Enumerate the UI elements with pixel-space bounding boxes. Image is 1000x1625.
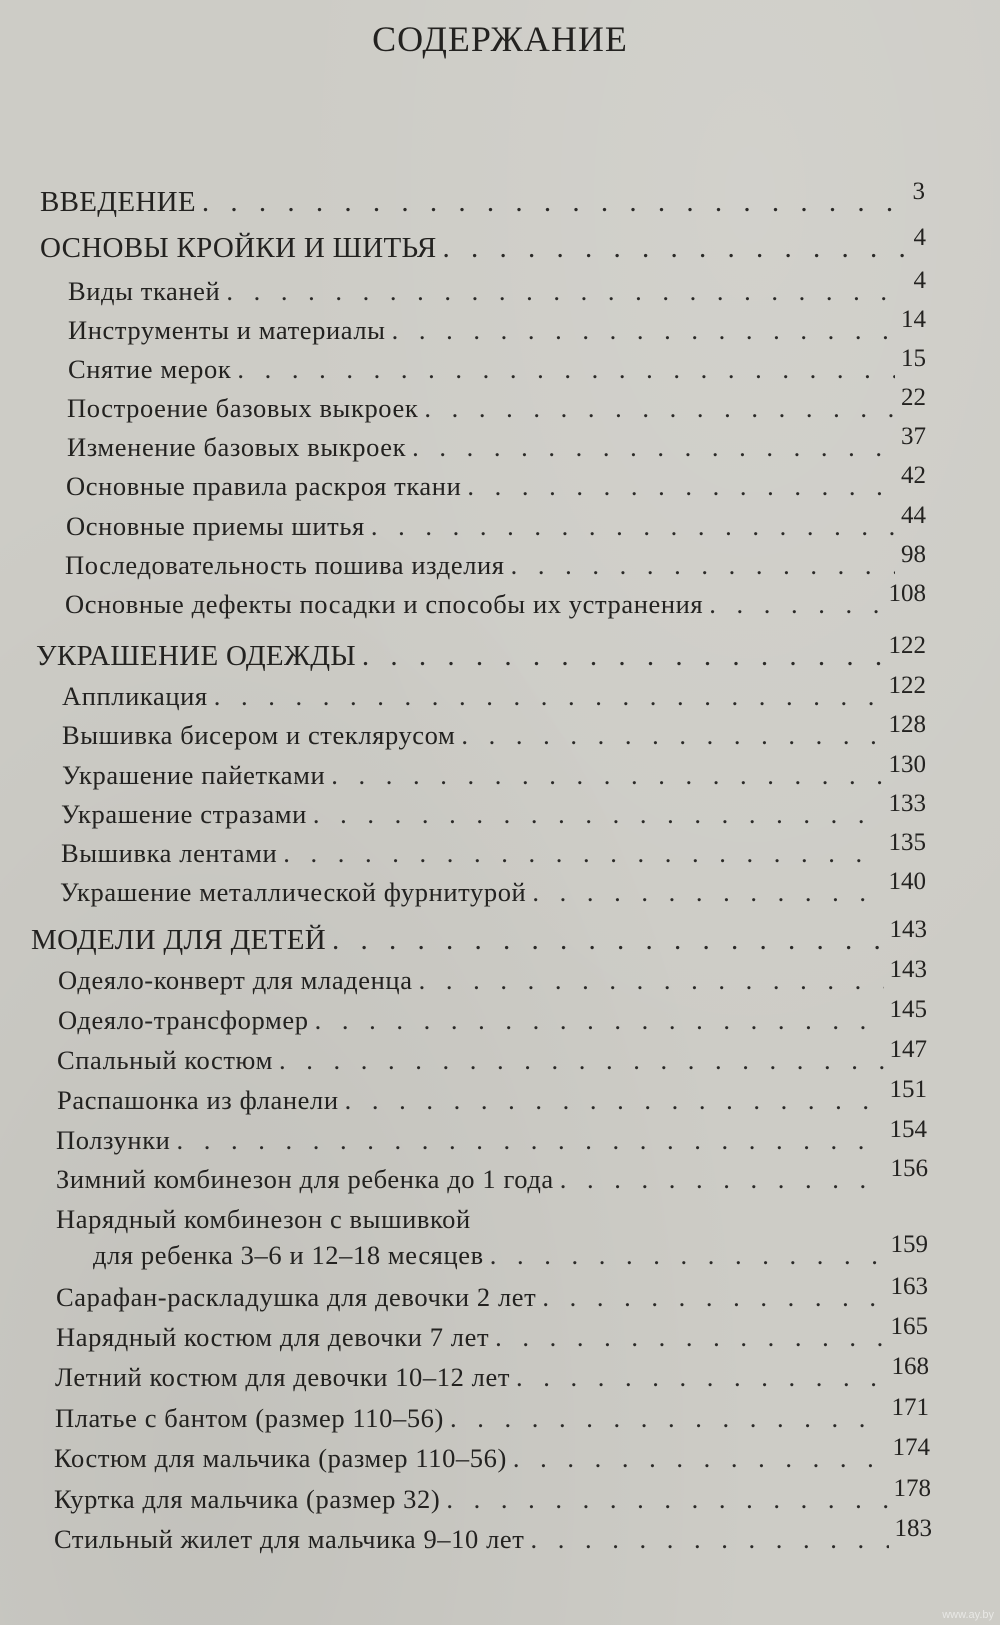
toc-item <box>57 1036 927 1076</box>
toc-label: Виды тканей <box>68 276 221 306</box>
toc-page-number: 145 <box>889 996 927 1023</box>
toc-page-number: 4 <box>913 267 926 294</box>
toc-label: Платье с бантом (размер 110–56) <box>55 1403 444 1433</box>
toc-label: Спальный костюм <box>57 1045 273 1075</box>
toc-item-continuation <box>93 1231 928 1271</box>
toc-leader-dots <box>419 965 884 996</box>
toc-item <box>67 423 926 463</box>
toc-section <box>40 178 925 219</box>
toc-leader-dots <box>279 1045 884 1076</box>
toc-label: Украшение пайетками <box>62 760 326 790</box>
toc-section <box>36 632 926 673</box>
toc-label: Одеяло-трансформер <box>58 1005 309 1035</box>
toc-label: Украшение металлической фурнитурой <box>60 877 527 907</box>
toc-leader-dots <box>392 315 895 346</box>
toc-label: Распашонка из фланели <box>57 1085 339 1115</box>
toc-page-number: 174 <box>892 1434 930 1461</box>
toc-item <box>67 384 926 424</box>
toc-item <box>55 1394 929 1434</box>
toc-page-number: 44 <box>901 502 926 529</box>
toc-label: Сарафан-раскладушка для девочки 2 лет <box>56 1282 537 1312</box>
toc-item <box>58 996 927 1036</box>
toc-leader-dots <box>331 760 882 791</box>
toc-leader-dots <box>461 720 882 751</box>
toc-leader-dots <box>513 1443 887 1474</box>
toc-item <box>62 751 926 791</box>
toc-label: МОДЕЛИ ДЛЯ ДЕТЕЙ <box>31 924 326 956</box>
toc-item <box>54 1434 930 1474</box>
toc-item <box>61 829 926 869</box>
toc-item <box>61 790 926 830</box>
toc-item <box>56 1273 928 1313</box>
toc-item <box>65 580 926 620</box>
toc-page-number: 159 <box>890 1231 928 1258</box>
toc-leader-dots <box>412 432 895 463</box>
toc-item <box>68 306 926 346</box>
toc-item <box>66 462 926 502</box>
toc-page-number: 14 <box>901 306 926 333</box>
toc-page-number: 183 <box>894 1515 932 1542</box>
toc-label: Снятие мерок <box>68 354 232 384</box>
toc-item <box>58 956 927 996</box>
toc-page-number: 42 <box>901 462 926 489</box>
toc-leader-dots <box>542 1282 884 1313</box>
toc-label: Изменение базовых выкроек <box>67 432 407 462</box>
toc-label: Украшение стразами <box>61 799 307 829</box>
toc-label: Летний костюм для девочки 10–12 лет <box>55 1362 511 1392</box>
toc-label: Основные дефекты посадки и способы их устранения <box>65 589 704 619</box>
toc-label: Куртка для мальчика (размер 32) <box>54 1484 441 1514</box>
toc-label: УКРАШЕНИЕ ОДЕЖДЫ <box>36 640 356 672</box>
toc-page-number: 37 <box>901 423 926 450</box>
toc-page-number: 4 <box>913 224 926 251</box>
toc-item <box>66 502 926 542</box>
toc-section <box>40 224 926 265</box>
toc-page-number: 108 <box>888 580 926 607</box>
toc-leader-dots <box>450 1403 886 1434</box>
toc-leader-dots <box>332 924 884 957</box>
toc-label: Построение базовых выкроек <box>67 393 419 423</box>
toc-leader-dots <box>532 877 882 908</box>
toc-label: Аппликация <box>62 681 208 711</box>
toc-item <box>68 345 926 385</box>
toc-leader-dots <box>443 232 908 265</box>
toc-leader-dots <box>202 186 907 219</box>
toc-page-number: 122 <box>888 672 926 699</box>
toc-leader-dots <box>709 589 882 620</box>
toc-item <box>57 1076 927 1116</box>
toc-page-number: 133 <box>888 790 926 817</box>
toc-item <box>56 1116 927 1156</box>
toc-leader-dots <box>345 1085 884 1116</box>
toc-leader-dots <box>362 640 883 673</box>
toc-leader-dots <box>516 1362 885 1393</box>
toc-leader-dots <box>495 1322 884 1353</box>
toc-leader-dots <box>511 550 895 581</box>
toc-leader-dots <box>490 1240 885 1271</box>
toc-label: Стильный жилет для мальчика 9–10 лет <box>54 1524 525 1554</box>
toc-page-number: 98 <box>901 541 926 568</box>
toc-page-number: 143 <box>889 916 927 943</box>
toc-page-number: 163 <box>890 1273 928 1300</box>
toc-item <box>56 1313 928 1353</box>
toc-label: Инструменты и материалы <box>68 315 386 345</box>
toc-page-number: 143 <box>889 956 927 983</box>
toc-page-number: 3 <box>912 178 925 205</box>
toc-leader-dots <box>313 799 883 830</box>
toc-leader-dots <box>560 1164 885 1195</box>
toc-page-number: 165 <box>890 1313 928 1340</box>
toc-item <box>68 267 926 307</box>
toc-label: Нарядный костюм для девочки 7 лет <box>56 1322 490 1352</box>
toc-page-number: 122 <box>888 632 926 659</box>
toc-leader-dots <box>283 838 882 869</box>
toc-leader-dots <box>424 393 895 424</box>
toc-page-number: 140 <box>888 868 926 895</box>
toc-label: Вышивка бисером и стеклярусом <box>62 720 456 750</box>
toc-label: Основные правила раскроя ткани <box>66 471 462 501</box>
toc-label: Основные приемы шитья <box>66 511 365 541</box>
toc-item <box>65 541 926 581</box>
toc-item-first-line: Нарядный комбинезон с вышивкой <box>56 1204 471 1234</box>
toc-label: для ребенка 3–6 и 12–18 месяцев <box>93 1240 484 1270</box>
toc-item <box>62 711 926 751</box>
toc-page-number: 171 <box>891 1394 929 1421</box>
toc-page-number: 130 <box>888 751 926 778</box>
toc-leader-dots <box>315 1005 884 1036</box>
toc-label: Зимний комбинезон для ребенка до 1 года <box>56 1164 554 1194</box>
toc-item <box>54 1475 931 1515</box>
toc-item <box>62 672 926 712</box>
toc-label: ОСНОВЫ КРОЙКИ И ШИТЬЯ <box>40 232 437 264</box>
toc-section <box>31 916 927 957</box>
toc-leader-dots <box>467 471 895 502</box>
toc-page-number: 154 <box>889 1116 927 1143</box>
page-title: СОДЕРЖАНИЕ <box>372 19 628 59</box>
watermark: www.ay.by <box>942 1609 994 1621</box>
toc-page-number: 168 <box>891 1353 929 1380</box>
toc-leader-dots <box>530 1524 888 1555</box>
toc-page-number: 178 <box>893 1475 931 1502</box>
toc-label: Ползунки <box>56 1125 171 1155</box>
toc-label: Костюм для мальчика (размер 110–56) <box>54 1443 507 1473</box>
toc-page-number: 135 <box>888 829 926 856</box>
toc-page-number: 15 <box>901 345 926 372</box>
toc-item <box>54 1515 932 1555</box>
toc-page-number: 151 <box>889 1076 927 1103</box>
toc-label: ВВЕДЕНИЕ <box>40 186 196 218</box>
toc-item <box>60 868 926 908</box>
toc-leader-dots <box>371 511 895 542</box>
toc-label: Одеяло-конверт для младенца <box>58 965 413 995</box>
toc-leader-dots <box>214 681 883 712</box>
toc-leader-dots <box>237 354 895 385</box>
toc-page-number: 156 <box>890 1155 928 1182</box>
toc-page-number: 147 <box>889 1036 927 1063</box>
toc-label: Вышивка лентами <box>61 838 278 868</box>
toc-leader-dots <box>176 1125 883 1156</box>
toc-item <box>55 1353 929 1393</box>
toc-page-number: 128 <box>888 711 926 738</box>
toc-page-number: 22 <box>901 384 926 411</box>
toc-leader-dots <box>446 1484 887 1515</box>
toc-label: Последовательность пошива изделия <box>65 550 505 580</box>
toc-item <box>56 1155 928 1195</box>
toc-leader-dots <box>226 276 907 307</box>
